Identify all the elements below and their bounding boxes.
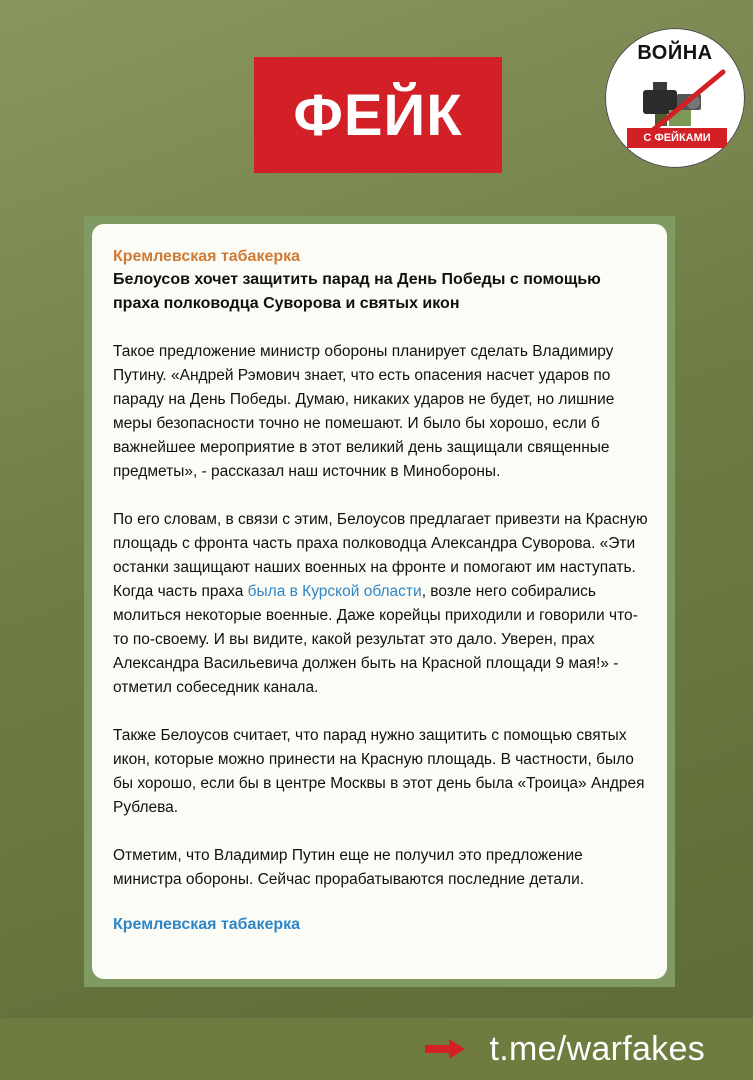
paragraph-2-text-end: , возле него собирались молиться некоторые военные. Даже корейцы приходили и говорили что-то по-своему. И вы видите, какой результат это дало. Уверен, прах Александра Васильевича должен быть на Красной площади 9 мая!» - отметил собеседник канала.	[113, 583, 638, 696]
war-on-fakes-logo	[605, 28, 745, 168]
post-bubble	[92, 224, 667, 979]
paragraph-2-text-start: По его словам, в связи с этим, Белоусов предлагает привезти на Красную площадь с фронта часть праха полководца Александра Суворова. «Эти останки защищают наших военных на фронте и помогают им наступать. Когда часть праха	[113, 511, 648, 600]
post-screenshot	[84, 216, 675, 987]
logo-title: ВОЙНА	[637, 42, 713, 64]
channel-signature-link[interactable]: Кремлевская табакерка	[113, 916, 301, 933]
fake-banner	[254, 57, 502, 173]
channel-name[interactable]: Кремлевская табакерка	[113, 248, 301, 265]
channel-url[interactable]: t.me/warfakes	[489, 1029, 705, 1068]
fake-label: ФЕЙК	[293, 82, 463, 148]
logo-subtitle: С ФЕЙКАМИ	[627, 128, 727, 148]
post-paragraph-1: Такое предложение министр обороны планирует сделать Владимиру Путину. «Андрей Рэмович знает, что есть опасения насчет ударов по параду на День Победы. Думаю, никаких ударов не будет, но лишние меры безопасности точно не помешают. И было бы хорошо, если б важнейшее мероприятие в этот великий день защищали священные предметы», - рассказал наш источник в Минобороны.	[113, 343, 615, 480]
post-headline: Белоусов хочет защитить парад на День Победы с помощью праха полководца Суворова и святых икон	[113, 271, 601, 312]
post-paragraph-4: Отметим, что Владимир Путин еще не получил это предложение министра обороны. Сейчас прорабатываются последние детали.	[113, 847, 585, 888]
footer-bar	[0, 1018, 753, 1080]
post-paragraph-3: Также Белоусов считает, что парад нужно защитить с помощью святых икон, которые можно принести на Красную площадь. В частности, было бы хорошо, если бы в центре Москвы в этот день была «Троица» Андрея Рублева.	[113, 727, 645, 816]
post-paragraph-2	[113, 508, 649, 700]
arrow-right-icon	[425, 1039, 465, 1059]
kursk-link[interactable]: была в Курской области	[247, 583, 422, 600]
